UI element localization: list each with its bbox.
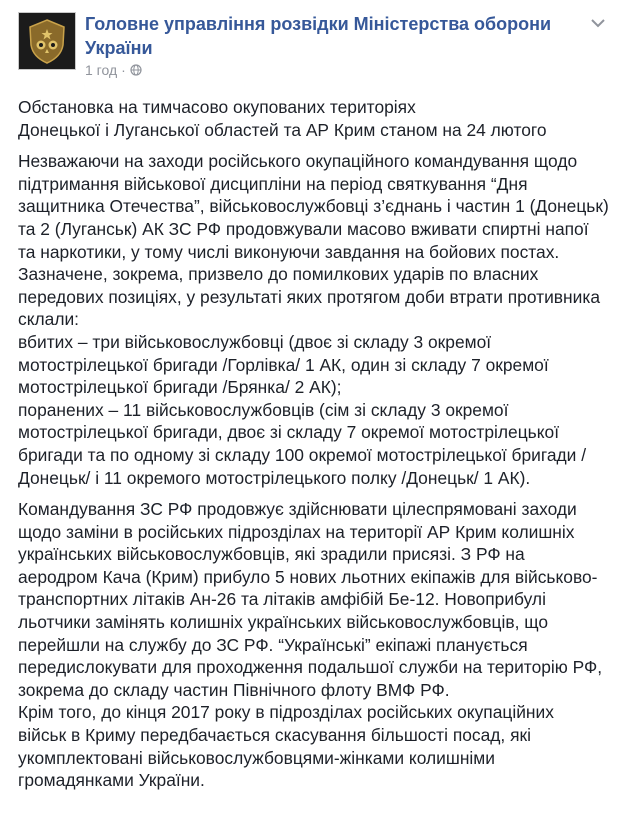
page-name-link[interactable]: Головне управління розвідки Міністерства оборони України: [85, 14, 552, 58]
owl-emblem-icon: [19, 13, 75, 69]
text-line: транспортних літаків Ан-26 та літаків амфібій Бе-12. Новоприбулі: [18, 589, 546, 610]
globe-icon[interactable]: [130, 64, 142, 76]
text-line: Незважаючи на заходи російського окупаційного командування щодо: [18, 151, 578, 172]
text-line: укомплектовані військовослужбовцями-жінками колишніми: [18, 747, 495, 768]
post-paragraph-2: [18, 498, 610, 792]
chevron-down-icon[interactable]: [588, 16, 608, 30]
text-line: мотострілецької бригади, двоє зі складу 7 окремої мотострілецької: [18, 422, 560, 443]
page-avatar[interactable]: [18, 12, 76, 70]
post-meta: [85, 62, 142, 78]
title-line: Донецької і Луганської областей та АР Крим станом на 24 лютого: [18, 119, 547, 140]
post-title: [18, 96, 610, 141]
post-paragraph-1: [18, 150, 610, 489]
text-line: поранених – 11 військовослужбовців (сім зі складу 3 окремої: [18, 399, 509, 420]
text-line: громадянками України.: [18, 770, 205, 791]
text-line: защитника Отечества”, військовослужбовці з’єднань і частин 1 (Донецьк): [18, 196, 609, 217]
text-line: Командування ЗС РФ продовжує здійснювати цілеспрямовані заходи: [18, 499, 577, 520]
meta-separator: ·: [121, 62, 126, 78]
text-line: мотострілецької бригади /Горлівка/ 1 АК, один зі складу 7 окремої: [18, 354, 549, 375]
text-line: зокрема до складу частин Північного флоту ВМФ РФ.: [18, 679, 450, 700]
text-line: мотострілецької бригади /Брянка/ 2 АК);: [18, 377, 342, 398]
text-line: бригади та по одному зі складу 100 окремої мотострілецької бригади /: [18, 444, 587, 465]
title-line: Обстановка на тимчасово окупованих територіях: [18, 97, 416, 117]
text-line: військ в Криму передбачається скасування більшості посад, які: [18, 725, 531, 746]
text-line: Крім того, до кінця 2017 року в підрозділах російських окупаційних: [18, 702, 554, 723]
text-line: льотчики замінять колишніх українських військовослужбовців, що: [18, 612, 549, 633]
post-header: [18, 10, 608, 80]
text-line: та 2 (Луганськ) АК ЗС РФ продовжували масово вживати спиртні напої: [18, 218, 589, 239]
text-line: підтримання військової дисципліни на період святкування “Дня: [18, 173, 528, 194]
post-content: [18, 96, 610, 801]
text-line: аеродром Кача (Крим) прибуло 5 нових льотних екіпажів для військово-: [18, 566, 598, 587]
text-line: українських військовослужбовців, які зрадили присязі. З РФ на: [18, 544, 525, 565]
text-line: та наркотики, у тому числі виконуючи завдання на бойових постах.: [18, 241, 560, 262]
text-line: щодо заміни в російських підрозділах на території АР Крим колишніх: [18, 521, 575, 542]
text-line: Зазначене, зокрема, призвело до помилкових ударів по власних: [18, 264, 539, 285]
text-line: склали:: [18, 309, 80, 330]
text-line: перейшли на службу до ЗС РФ. “Українські” екіпажі планується: [18, 634, 528, 655]
text-line: передових позиціях, у результаті яких протягом доби втрати противника: [18, 286, 601, 307]
text-line: Донецьк/ і 11 окремого мотострілецького полку /Донецьк/ 1 АК).: [18, 467, 531, 488]
text-line: передислокувати для проходження подальшої служби на територію РФ,: [18, 657, 603, 678]
post-timestamp[interactable]: 1 год: [85, 62, 118, 78]
text-line: вбитих – три військовослужбовці (двоє зі складу 3 окремої: [18, 331, 492, 352]
